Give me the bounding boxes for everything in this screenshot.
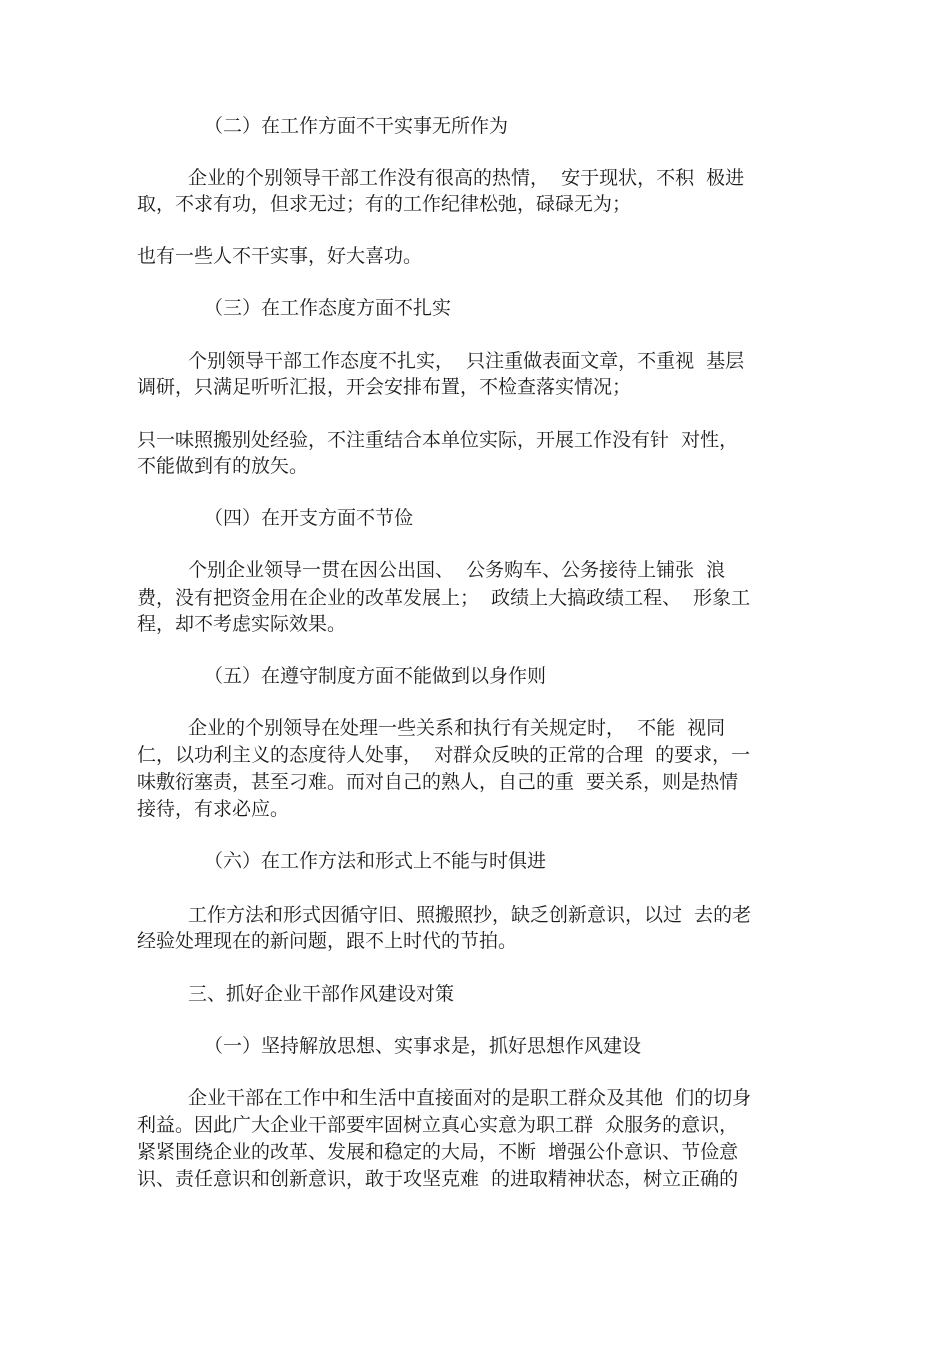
paragraph-line: 个别领导干部工作态度不扎实， 只注重做表面文章，不重视 基层 [188, 350, 745, 372]
subheading-4: （四）在开支方面不节俭 [204, 507, 414, 529]
subheading-1: （一）坚持解放思想、实事求是，抓好思想作风建设 [204, 1035, 642, 1057]
paragraph-line: 企业的个别领导在处理一些关系和执行有关规定时， 不能 视同 [188, 717, 726, 739]
paragraph-line: 调研，只满足听听汇报，开会安排布置，不检查落实情况； [137, 376, 632, 398]
paragraph-line: 识、责任意识和创新意识，敢于攻坚克难 的进取精神状态，树立正确的 [137, 1168, 739, 1190]
paragraph-line: 企业的个别领导干部工作没有很高的热情， 安于现状，不积 极进 [188, 167, 745, 189]
paragraph-line: 味敷衍塞责，甚至刁难。而对自己的熟人，自己的重 要关系，则是热情 [137, 771, 739, 793]
paragraph-line: 紧紧围绕企业的改革、发展和稳定的大局，不断 增强公仆意识、节俭意 [137, 1141, 739, 1163]
paragraph-line: 接待，有求必应。 [137, 798, 290, 820]
subheading-3: （三）在工作态度方面不扎实 [204, 297, 452, 319]
paragraph-line: 只一味照搬别处经验，不注重结合本单位实际，开展工作没有针 对性， [137, 429, 739, 451]
paragraph-line: 费，没有把资金用在企业的改革发展上； 政绩上大搞政绩工程、 形象工 [137, 587, 751, 609]
paragraph-line: 利益。因此广大企业干部要牢固树立真心实意为职工群 众服务的意识， [137, 1114, 739, 1136]
subheading-6: （六）在工作方法和形式上不能与时俱进 [204, 850, 547, 872]
paragraph-line: 企业干部在工作中和生活中直接面对的是职工群众及其他 们的切身 [188, 1087, 752, 1109]
paragraph-line: 不能做到有的放矢。 [137, 455, 309, 477]
paragraph-line: 个别企业领导一贯在因公出国、 公务购车、公务接待上铺张 浪 [188, 559, 726, 581]
paragraph-line: 也有一些人不干实事，好大喜功。 [137, 245, 423, 267]
paragraph-line: 取，不求有功，但求无过；有的工作纪律松弛，碌碌无为； [137, 193, 632, 215]
subheading-2: （二）在工作方面不干实事无所作为 [204, 115, 509, 137]
paragraph-line: 经验处理现在的新问题，跟不上时代的节拍。 [137, 930, 518, 952]
paragraph-line: 工作方法和形式因循守旧、照搬照抄，缺乏创新意识，以过 去的老 [188, 904, 752, 926]
section-heading-3: 三、抓好企业干部作风建设对策 [188, 983, 455, 1005]
paragraph-line: 仁，以功利主义的态度待人处事， 对群众反映的正常的合理 的要求，一 [137, 744, 751, 766]
subheading-5: （五）在遵守制度方面不能做到以身作则 [204, 665, 547, 687]
paragraph-line: 程，却不考虑实际效果。 [137, 613, 347, 635]
